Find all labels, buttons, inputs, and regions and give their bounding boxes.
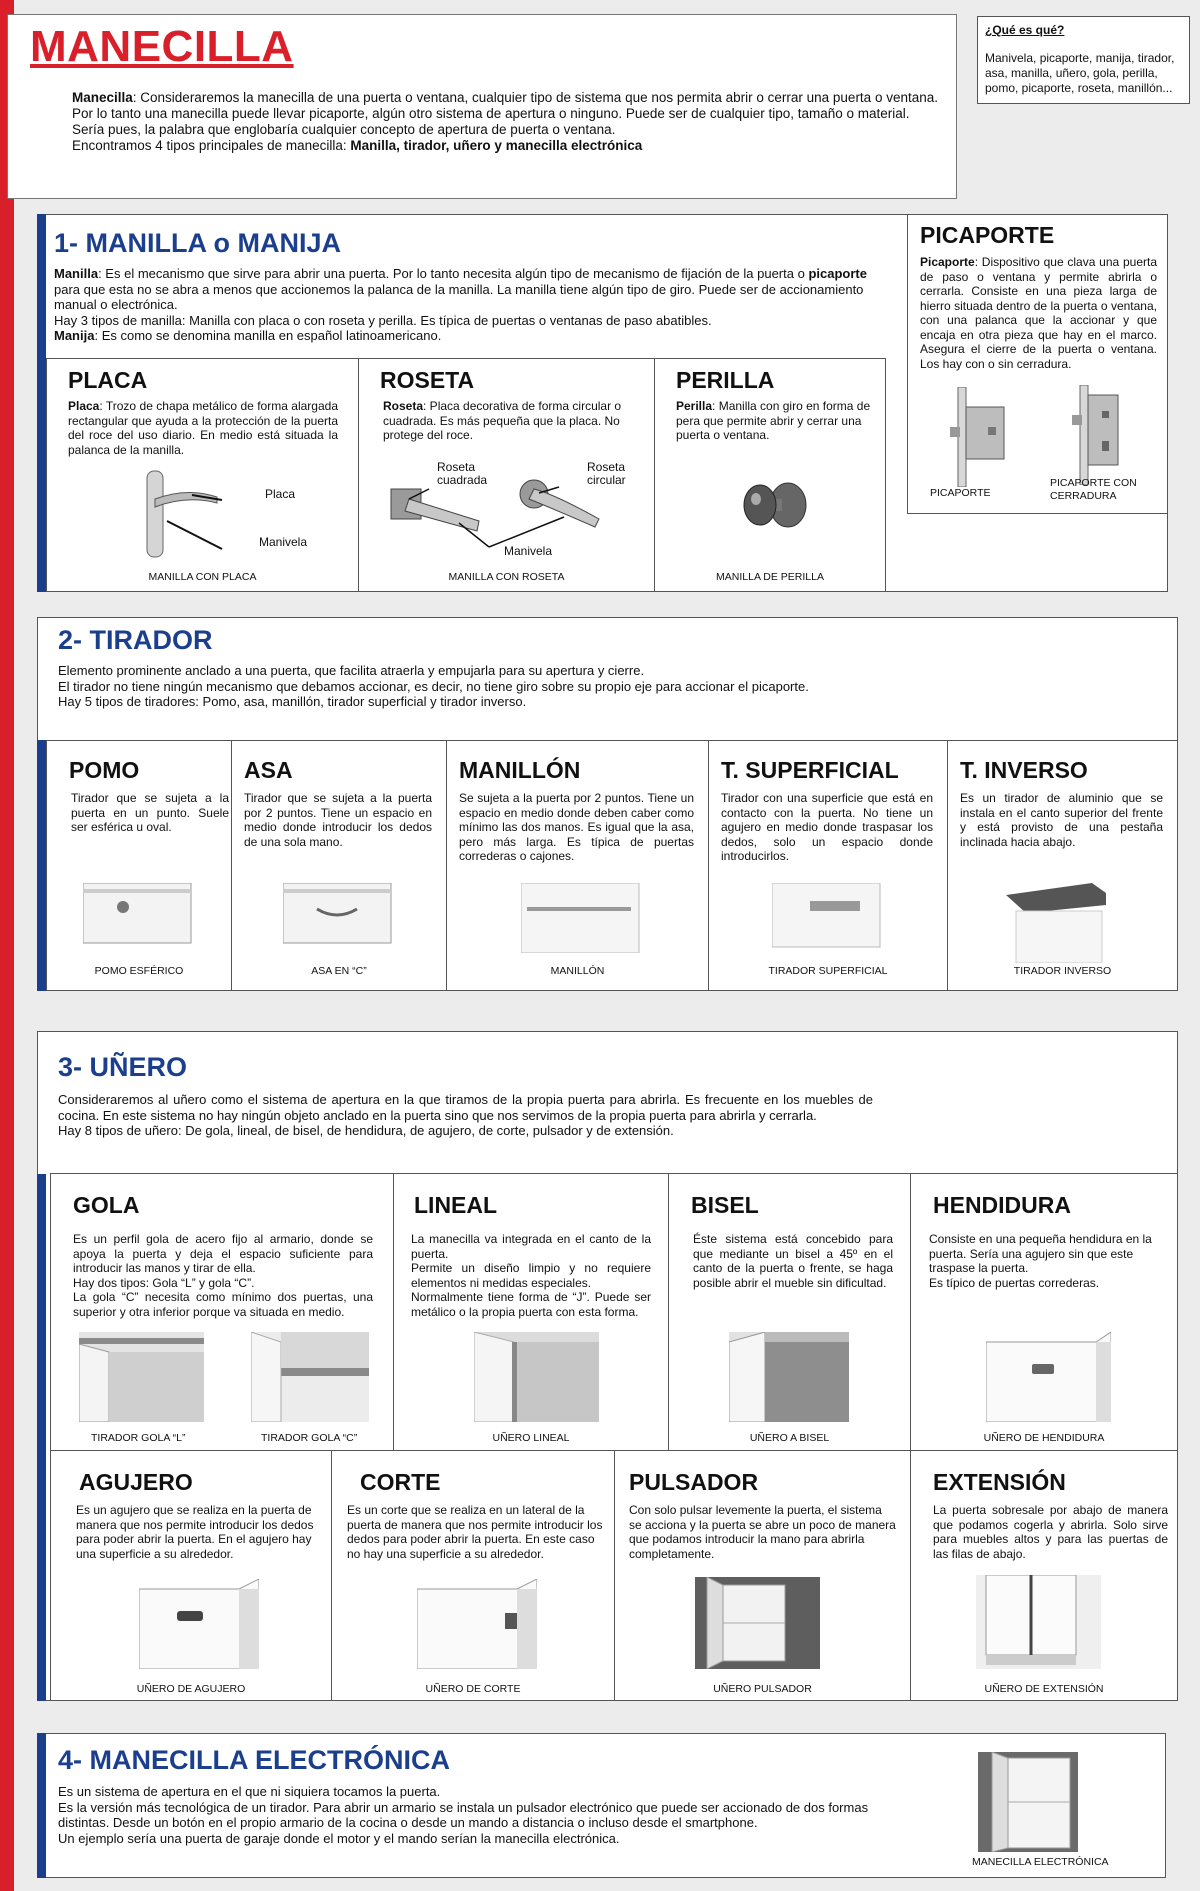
blue-accent [37, 1174, 46, 1701]
caption: UÑERO PULSADOR [713, 1683, 812, 1695]
card-title: ROSETA [380, 367, 475, 393]
card-title: ASA [244, 757, 293, 783]
picaporte-description: Picaporte: Dispositivo que clava una puerta de paso o ventana y permite abrirla o cerrarla. Consiste en una pieza larga de hierro situada dentro de la puerta o ventana, con una palanca que la accionar y que encaja en otra pieza que hay en el marco. Asegura el cierre de la puerta o ventana. Los hay con o sin cerradura. [920, 255, 1157, 371]
section-title-manilla: 1- MANILLA o MANIJA [54, 228, 341, 258]
pulsador-figure [695, 1577, 820, 1669]
bisel-figure [729, 1332, 849, 1422]
unero-description: Consideraremos al uñero como el sistema de apertura en la que tiramos de la propia puerta para abrirla. Es frecuente en los muebles de cocina. En este sistema no hay ningún objeto anclado en la puerta sino que nos servimos de la propia puerta para abrirla y cerrarla. Hay 8 tipos de uñero: De gola, lineal, de bisel, de hendidura, de agujero, de corte, pulsador y de extensión. [58, 1092, 873, 1138]
card-title: MANILLÓN [459, 757, 581, 783]
card-description: Tirador con una superficie que está en contacto con la puerta. No tiene un agujero en medio donde traspasar los dedos, solo un espacio donde introducirlos. [721, 791, 933, 863]
extension-figure [976, 1575, 1101, 1669]
caption: ASA EN “C” [311, 965, 367, 977]
label-placa: Placa [265, 487, 296, 501]
card-gola [50, 1173, 394, 1451]
picaporte-panel [907, 214, 1168, 514]
label-manivela: Manivela [504, 544, 553, 558]
card-description: Es un agujero que se realiza en la puerta de manera que nos permite introducir los dedos para poder abrir la puerta. En el agujero hay una superficie a su alrededor. [76, 1503, 314, 1561]
caption: MANILLÓN [550, 965, 605, 977]
picaporte-title: PICAPORTE [920, 222, 1055, 248]
section-title-unero: 3- UÑERO [58, 1052, 188, 1082]
caption-picaporte: PICAPORTE [930, 487, 991, 499]
latch-figure [948, 387, 1008, 487]
card-bisel [668, 1173, 911, 1451]
card-title: PLACA [68, 367, 148, 393]
blue-accent [37, 1733, 46, 1878]
card-title: T. SUPERFICIAL [721, 757, 899, 783]
card-pomo [46, 740, 232, 991]
hendidura-figure [986, 1332, 1111, 1422]
card-description: Consiste en una pequeña hendidura en la puerta. Sería una agujero sin que este traspase la puerta. Es típico de puertas correderas. [929, 1232, 1152, 1290]
card-agujero [50, 1450, 332, 1701]
card-title: EXTENSIÓN [933, 1469, 1066, 1495]
card-description: La puerta sobresale por abajo de manera que podamos cogerla y abrirla. Solo sirve para muebles altos y para las puertas de las filas de abajo. [933, 1503, 1168, 1561]
latch-lock-figure [1068, 385, 1128, 485]
caption: TIRADOR SUPERFICIAL [768, 965, 888, 977]
label-roseta-circular: Roseta circular [587, 460, 626, 487]
caption: UÑERO DE AGUJERO [136, 1683, 246, 1695]
card-pulsador [614, 1450, 911, 1701]
label-manivela: Manivela [259, 535, 308, 549]
blue-accent [37, 214, 46, 592]
card-asa [231, 740, 447, 991]
caption: UÑERO LINEAL [492, 1432, 570, 1444]
caption: POMO ESFÉRICO [94, 965, 184, 977]
manillon-figure [521, 883, 641, 958]
card-title: PULSADOR [629, 1469, 759, 1495]
card-hendidura [910, 1173, 1178, 1451]
card-description: Se sujeta a la puerta por 2 puntos. Tiene un espacio en medio donde deben caber como mínimo las dos manos. Es igual que la asa, pero más larga. Es típica de puertas correderas o cajones. [459, 791, 694, 863]
card-corte [331, 1450, 615, 1701]
caption: UÑERO DE HENDIDURA [983, 1432, 1105, 1444]
card-description: Con solo pulsar levemente la puerta, el sistema se acciona y la puerta se abre un poco de manera que podamos introducir la mano para abrirla completamente. [629, 1503, 896, 1561]
inverso-figure [1006, 883, 1106, 968]
card-description: Es un tirador de aluminio que se instala en el canto superior del frente y está provisto de una pestaña inclinada hacia abajo. [960, 791, 1163, 849]
superficial-figure [772, 883, 882, 954]
card-superficial [708, 740, 948, 991]
que-es-que-box: ¿Qué es qué? Manivela, picaporte, manija, tirador, asa, manilla, uñero, gola, perilla, pomo, picaporte, roseta, manillón... [977, 16, 1190, 104]
agujero-figure [139, 1579, 259, 1669]
card-title: HENDIDURA [933, 1192, 1071, 1218]
caption-electronica: MANECILLA ELECTRÓNICA [972, 1856, 1109, 1868]
asa-figure [283, 883, 393, 950]
card-title: GOLA [73, 1192, 140, 1218]
section-title-tirador: 2- TIRADOR [58, 625, 213, 655]
card-description: Tirador que se sujeta a la puerta por 2 puntos. Tiene un espacio en medio donde introducir los dedos de una sola mano. [244, 791, 432, 849]
intro-text: Manecilla: Consideraremos la manecilla de una puerta o ventana, cualquier tipo de sistema que nos permita abrir o cerrar una puerta o ventana. Por lo tanto una manecilla puede llevar picaporte, algún otro sistema de apertura o ninguno. Puede ser de cualquier tipo, tamaño o material. Sería pues, la palabra que englobaría cualquier concepto de apertura de puerta o ventana. Encontramos 4 tipos principales de manecilla: Manilla, tirador, uñero y manecilla electrónica [72, 90, 938, 153]
gola-l-figure [79, 1332, 204, 1422]
page-title: MANECILLA [30, 22, 294, 71]
card-perilla [654, 358, 886, 592]
gola-c-figure [251, 1332, 369, 1422]
electronica-description: Es un sistema de apertura en el que ni siquiera tocamos la puerta. Es la versión más tecnológica de un tirador. Para abrir un armario se instala un pulsador electrónico que puede ser accionado de dos formas distintas. Desde un botón en el propio armario de la cocina o desde un mando a distancia o incluso desde el smartphone. Un ejemplo sería una puerta de garaje donde el motor y el mando serían la manecilla electrónica. [58, 1784, 869, 1846]
card-description: Placa: Trozo de chapa metálico de forma alargada rectangular que ayuda a la protección de la puerta del roce del uso diario. En medio está situada la palanca de la manilla. [68, 399, 338, 457]
caption: TIRADOR INVERSO [1013, 965, 1112, 977]
tirador-description: Elemento prominente anclado a una puerta, que facilita atraerla y empujarla para su apertura y cierre. El tirador no tiene ningún mecanismo que debamos accionar, es decir, no tiene giro sobre su propio eje para accionar el picaporte. Hay 5 tipos de tiradores: Pomo, asa, manillón, tirador superficial y tirador inverso. [58, 663, 809, 709]
card-roseta [358, 358, 655, 592]
caption-gola-c: TIRADOR GOLA “C” [261, 1432, 358, 1444]
card-title: PERILLA [676, 367, 775, 393]
caption: UÑERO A BISEL [749, 1432, 830, 1444]
card-description: Roseta: Placa decorativa de forma circular o cuadrada. Es más pequeña que la placa. No protege del roce. [383, 399, 622, 442]
card-description: Perilla: Manilla con giro en forma de pera que permite abrir y cerrar una puerta o ventana. [676, 399, 871, 442]
card-description: La manecilla va integrada en el canto de la puerta. Permite un diseño limpio y no requiere elementos ni medidas especiales. Normalmente tiene forma de “J”. Puede ser metálico o la propia puerta con esta forma. [411, 1232, 651, 1319]
card-description: Éste sistema está concebido para que mediante un bisel a 45º en el canto de la puerta o frente, se haga posible abrir el mueble sin dificultad. [693, 1232, 893, 1290]
manilla-description: Manilla: Es el mecanismo que sirve para abrir una puerta. Por lo tanto necesita algún tipo de mecanismo de fijación de la puerta o picaporte para que esta no se abra a menos que accionemos la palanca de la manilla. La manilla tiene algún tipo de giro. Puede ser de accionamiento manual o electrónica. Hay 3 tipos de manilla: Manilla con placa o con roseta y perilla. Es típica de puertas o ventanas de paso abatibles. Manija: Es como se denomina manilla en español latinoamericano. [54, 266, 867, 343]
card-manillon [446, 740, 709, 991]
card-title: BISEL [691, 1192, 759, 1218]
caption-picaporte-cerradura: PICAPORTE CON CERRADURA [1050, 477, 1137, 502]
corte-figure [417, 1579, 537, 1669]
card-lineal [393, 1173, 669, 1451]
left-red-stripe [0, 0, 14, 1891]
electronica-figure [978, 1752, 1078, 1852]
caption: UÑERO DE CORTE [425, 1683, 521, 1695]
caption: MANILLA CON ROSETA [448, 571, 565, 583]
caption-gola-l: TIRADOR GOLA “L” [91, 1432, 186, 1444]
caption: UÑERO DE EXTENSIÓN [984, 1683, 1104, 1695]
caption: MANILLA DE PERILLA [716, 571, 824, 583]
pomo-figure [83, 883, 193, 950]
card-title: T. INVERSO [960, 757, 1088, 783]
label-roseta-cuadrada: Roseta cuadrada [437, 460, 488, 487]
card-description: Es un corte que se realiza en un lateral de la puerta de manera que nos permite introducir los dedos para poder abrir la puerta. En este caso no hay una superficie a su alrededor. [347, 1503, 603, 1561]
card-extension [910, 1450, 1178, 1701]
card-description: Tirador que se sujeta a la puerta en un punto. Suele ser esférica u oval. [71, 791, 229, 834]
card-placa [46, 358, 359, 592]
lineal-figure [474, 1332, 599, 1422]
door-knob-figure [740, 471, 820, 541]
blue-accent [37, 740, 46, 991]
card-title: CORTE [360, 1469, 441, 1495]
card-title: LINEAL [414, 1192, 498, 1218]
caption: MANILLA CON PLACA [148, 571, 257, 583]
card-title: AGUJERO [79, 1469, 193, 1495]
card-description: Es un perfil gola de acero fijo al armario, donde se apoya la puerta y deja el espacio suficiente para introducir las manos y tirar de ella. Hay dos tipos: Gola “L” y gola “C”. La gola “C” necesita como mínimo dos puertas, una superior y otra inferior porque va situada en medio. [73, 1232, 373, 1319]
card-inverso [947, 740, 1178, 991]
card-title: POMO [69, 757, 140, 783]
section-title-electronica: 4- MANECILLA ELECTRÓNICA [58, 1745, 450, 1775]
